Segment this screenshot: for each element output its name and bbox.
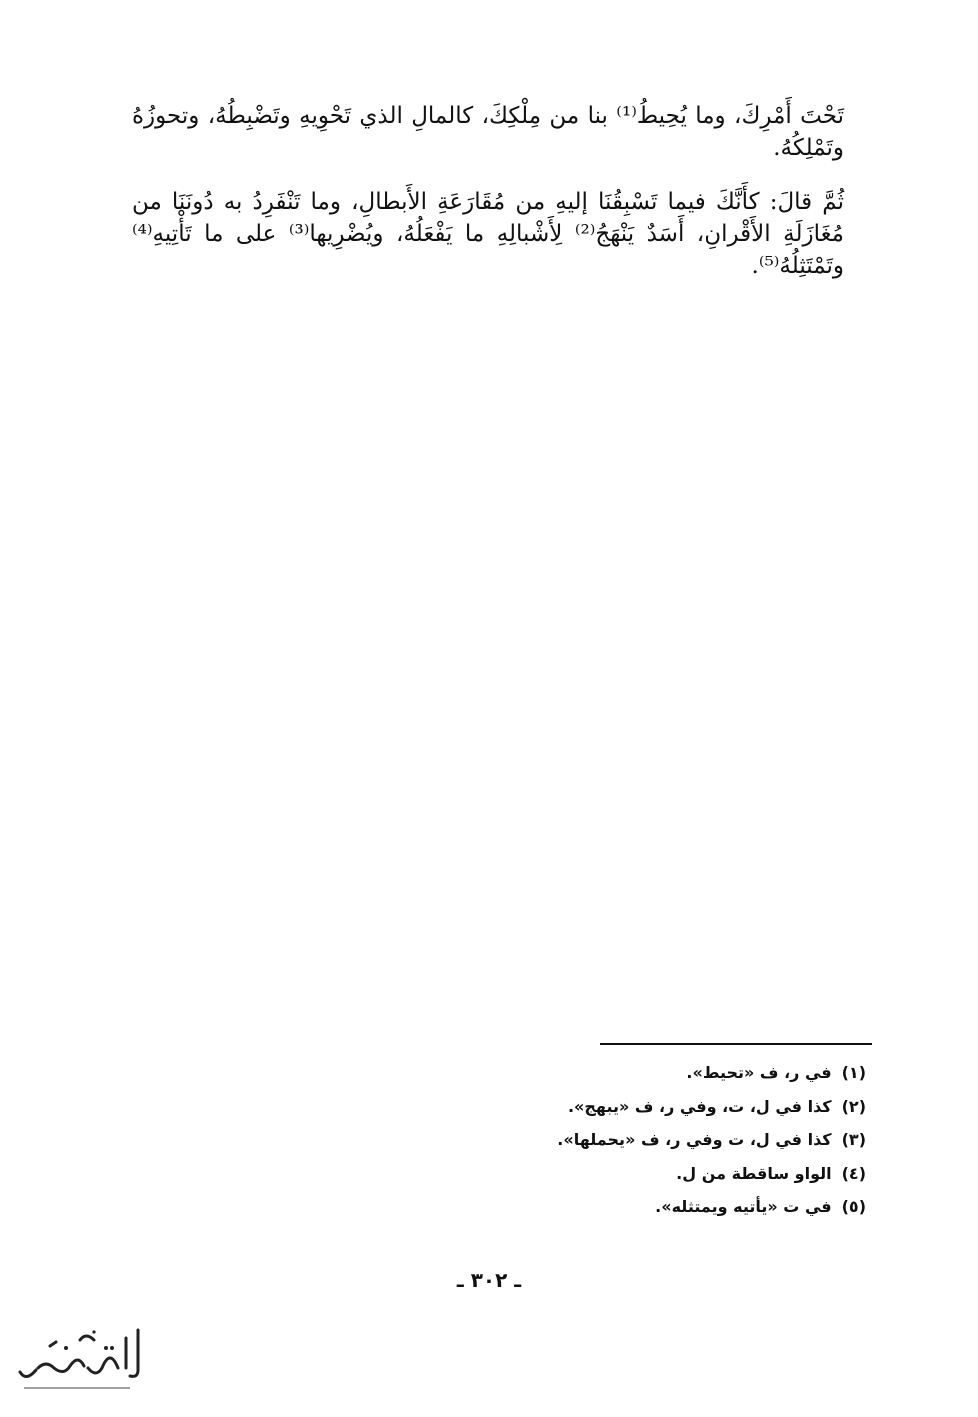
calligraphy-logo [10, 1318, 150, 1398]
footnote-1 [300, 1056, 866, 1090]
page-number: ـ ٣٠٢ ـ [456, 1268, 522, 1292]
footnote-text: في ر، ف «تحيط». [686, 1063, 832, 1082]
footnote-3 [300, 1123, 866, 1157]
footnote-4 [300, 1157, 866, 1191]
footnote-text: الواو ساقطة من ل. [676, 1163, 832, 1183]
body-text [132, 100, 844, 304]
footnote-text: كذا في ل، ت، وفي ر، ف «يبهج». [567, 1096, 832, 1116]
footnote-text: كذا في ل، ت وفي ر، ف «يحملها». [557, 1130, 832, 1149]
footnote-text: في ت «يأتيه ويمتثله». [655, 1197, 832, 1216]
footnote-number: (٢) [841, 1096, 866, 1116]
footnote-number: (٤) [841, 1163, 866, 1183]
footnote-2 [300, 1090, 866, 1124]
footnote-5 [300, 1190, 866, 1224]
footnote-number: (٣) [841, 1130, 866, 1149]
footnote-number: (١) [841, 1063, 866, 1082]
paragraph-2: ثُمَّ قالَ: كأَنَّكَ فيما تَسْبِقُنَا إليهِ من مُقَارَعَةِ الأَبطالِ، وما تَنْفَرِدُ به دُونَنَا من مُغَازَلَةِ الأَقْرانِ، أَسَدٌ يَنْهَجُ⁽²⁾ لِأَشْبالِهِ ما يَفْعَلُهُ، ويُضْرِيها⁽³⁾ على ما تَأْتِيهِ⁽⁴⁾ وتَمْتَثِلُهُ⁽⁵⁾. [132, 189, 844, 279]
footnote-number: (٥) [841, 1197, 866, 1216]
calligraphy-stamp-icon [10, 1318, 150, 1398]
footnote-separator [600, 1043, 872, 1045]
footnotes [300, 1056, 866, 1224]
paragraph-1: تَحْتَ أَمْرِكَ، وما يُحِيطُ⁽¹⁾ بنا من مِلْكِكَ، كالمالِ الذي تَحْوِيهِ وتَضْبِطُهُ، وتحوزُهُ وتَمْلِكُهُ. [132, 103, 845, 161]
